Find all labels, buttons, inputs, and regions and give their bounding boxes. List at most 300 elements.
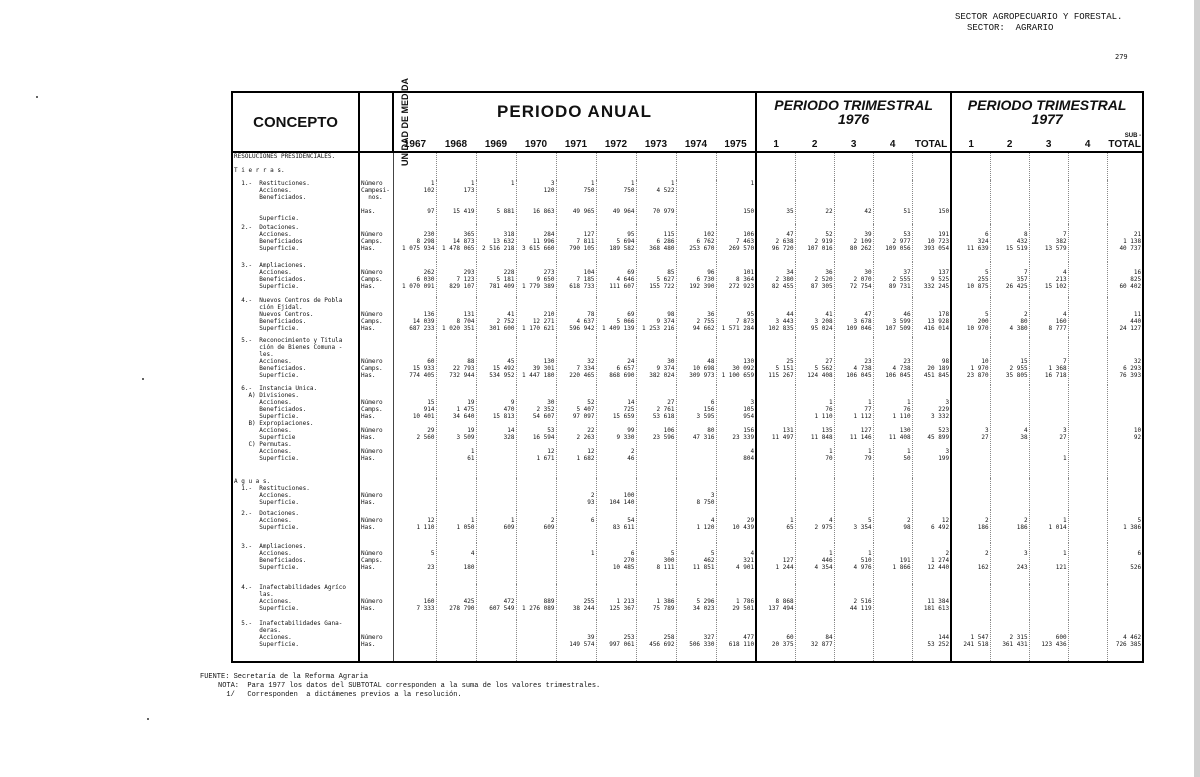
value-cell: 42 bbox=[834, 180, 873, 224]
value-cell bbox=[1068, 337, 1107, 385]
value-cell bbox=[990, 152, 1029, 180]
table-row bbox=[232, 297, 1143, 337]
value-cell: 24 6 657 868 690 bbox=[596, 337, 636, 385]
scan-speck bbox=[142, 378, 144, 380]
q1977-column-header: 4 bbox=[1068, 130, 1107, 152]
value-cell: 425 278 790 bbox=[436, 584, 476, 620]
value-cell bbox=[716, 152, 756, 180]
value-cell bbox=[1107, 152, 1143, 180]
value-cell bbox=[636, 510, 676, 544]
value-cell bbox=[436, 152, 476, 180]
value-cell: 16 825 60 402 bbox=[1119, 269, 1142, 291]
value-cell bbox=[834, 620, 873, 662]
year-column-header: 1974 bbox=[676, 130, 716, 152]
unit-cell: Número Camps. Has. Número Has. Número Has. bbox=[359, 385, 393, 478]
value-cell: 48 10 698 309 973 bbox=[676, 337, 716, 385]
value-cell: 52 5 407 97 097 22 2 263 12 1 682 bbox=[556, 385, 596, 478]
q1976-column-header: TOTAL bbox=[912, 130, 951, 152]
value-cell: 6 324 11 639 bbox=[951, 224, 990, 262]
value-cell bbox=[1107, 180, 1143, 224]
value-cell: 4 321 4 901 bbox=[716, 543, 756, 583]
value-cell: 10 1 970 23 870 bbox=[951, 337, 990, 385]
value-cell bbox=[1029, 478, 1068, 510]
table-row bbox=[232, 543, 1143, 583]
q1976-column-header: 3 bbox=[834, 130, 873, 152]
value-cell: 29 10 439 bbox=[716, 510, 756, 544]
value-cell: 160 7 333 bbox=[393, 584, 436, 620]
value-cell: 1 510 4 976 bbox=[834, 543, 873, 583]
value-cell: 273 9 650 1 779 389 bbox=[516, 262, 556, 297]
value-cell: 7 1 368 16 718 bbox=[1029, 337, 1068, 385]
value-cell bbox=[795, 152, 834, 180]
value-cell: 60 15 933 774 405 bbox=[393, 337, 436, 385]
year-column-header: 1973 bbox=[636, 130, 676, 152]
value-cell: 35 bbox=[756, 180, 795, 224]
concept-cell: 4.- Nuevos Centros de Pobla ción Ejidal. Nuevos Centros. Beneficiados. Superficie. bbox=[232, 297, 359, 337]
value-cell: 131 11 497 bbox=[756, 385, 795, 478]
value-cell: 262 6 030 1 070 091 bbox=[393, 262, 436, 297]
trimestral-1977-title: PERIODO TRIMESTRAL bbox=[967, 96, 1127, 113]
value-cell: 1 750 49 965 bbox=[556, 180, 596, 224]
concept-cell: 4.- Inafectabilidades Agríco las. Acciones. Superficie. bbox=[232, 584, 359, 620]
value-cell bbox=[834, 478, 873, 510]
value-cell bbox=[516, 152, 556, 180]
value-cell: 21 1 138 40 737 bbox=[1119, 230, 1142, 252]
subtotal-column-header bbox=[1107, 130, 1143, 152]
value-cell: 23 4 738 106 045 bbox=[834, 337, 873, 385]
sector-heading bbox=[955, 12, 1122, 34]
value-cell: 5 296 34 023 bbox=[676, 584, 716, 620]
value-cell: 6 bbox=[556, 510, 596, 544]
value-cell: 88 22 793 732 944 bbox=[436, 337, 476, 385]
value-cell: 19 1 475 34 640 19 3 509 1 61 bbox=[436, 385, 476, 478]
value-cell bbox=[1068, 510, 1107, 544]
value-cell bbox=[951, 152, 990, 180]
value-cell bbox=[476, 543, 516, 583]
trimestral-1976-title: PERIODO TRIMESTRAL bbox=[774, 96, 933, 113]
q1976-column-header: 4 bbox=[873, 130, 912, 152]
source-note: FUENTE: Secretaría de la Reforma Agraria bbox=[200, 673, 369, 681]
value-cell: 45 15 492 534 952 bbox=[476, 337, 516, 385]
unit-cell: Número Has. bbox=[359, 478, 393, 510]
value-cell: 1 150 bbox=[716, 180, 756, 224]
unit-cell: Número Has. bbox=[359, 620, 393, 662]
value-cell bbox=[636, 152, 676, 180]
value-cell: 5 200 10 970 bbox=[951, 297, 990, 337]
concept-cell: 1.- Restituciones. Acciones. Beneficiados. Superficie. bbox=[232, 180, 359, 224]
value-cell: 3 120 16 863 bbox=[516, 180, 556, 224]
value-cell: 1 121 bbox=[1029, 543, 1068, 583]
value-cell: 10 92 bbox=[1133, 426, 1142, 441]
trimestral-1977-header bbox=[951, 92, 1143, 130]
value-cell bbox=[436, 478, 476, 510]
value-cell bbox=[596, 152, 636, 180]
value-cell: 3 105 954 156 23 339 4 804 bbox=[716, 385, 756, 478]
value-cell: 12 6 492 bbox=[912, 510, 951, 544]
value-cell bbox=[1068, 180, 1107, 224]
value-cell: 1 77 1 112 127 11 146 1 79 bbox=[834, 385, 873, 478]
value-cell: 5 300 8 111 bbox=[636, 543, 676, 583]
table-row bbox=[232, 224, 1143, 262]
value-cell bbox=[1068, 620, 1107, 662]
value-cell: 1 bbox=[556, 543, 596, 583]
value-cell bbox=[1068, 584, 1107, 620]
value-cell bbox=[873, 620, 912, 662]
value-cell: 477 618 110 bbox=[716, 620, 756, 662]
value-cell: 2 186 bbox=[990, 510, 1029, 544]
value-cell: 1 786 29 501 bbox=[716, 584, 756, 620]
value-cell: 131 8 704 1 020 351 bbox=[436, 297, 476, 337]
value-cell bbox=[1107, 478, 1143, 510]
value-cell: 2 516 44 119 bbox=[834, 584, 873, 620]
value-cell: 6 270 10 485 bbox=[596, 543, 636, 583]
table-row bbox=[232, 620, 1143, 662]
value-cell bbox=[516, 543, 556, 583]
value-cell: 23 4 738 106 045 bbox=[873, 337, 912, 385]
value-cell: 210 12 271 1 170 621 bbox=[516, 297, 556, 337]
value-cell: 1 547 241 518 bbox=[951, 620, 990, 662]
table-row bbox=[232, 180, 1143, 224]
value-cell: 47 3 678 109 046 bbox=[834, 297, 873, 337]
value-cell: 1 76 1 110 135 11 848 1 70 bbox=[795, 385, 834, 478]
value-cell: 258 456 692 bbox=[636, 620, 676, 662]
value-cell: 127 1 244 bbox=[756, 543, 795, 583]
year-column-header: 1975 bbox=[716, 130, 756, 152]
year-column-header: 1969 bbox=[476, 130, 516, 152]
value-cell: 230 8 298 1 075 934 bbox=[393, 224, 436, 262]
value-cell: 85 5 627 155 722 bbox=[636, 262, 676, 297]
annual-period-header: PERIODO ANUAL bbox=[497, 101, 653, 121]
value-cell: 130 39 301 1 447 180 bbox=[516, 337, 556, 385]
value-cell bbox=[1029, 152, 1068, 180]
scan-speck bbox=[36, 96, 38, 98]
value-cell: 15 914 10 401 29 2 560 bbox=[393, 385, 436, 478]
value-cell: 1 1 050 bbox=[436, 510, 476, 544]
concept-cell: 5.- Inafectabilidades Gana- deras. Acciones. Superficie. bbox=[232, 620, 359, 662]
value-cell: 1 65 bbox=[756, 510, 795, 544]
value-cell: 27 5 562 124 408 bbox=[795, 337, 834, 385]
concept-cell: 5.- Reconocimiento y Titula ción de Bienes Comuna - les. Acciones. Beneficiados. Superficie. bbox=[232, 337, 359, 385]
value-cell: 3 229 3 332 523 45 899 3 199 bbox=[912, 385, 951, 478]
value-cell: 178 13 928 416 014 bbox=[912, 297, 951, 337]
unit-cell: Número Has. bbox=[359, 510, 393, 544]
value-cell bbox=[1068, 478, 1107, 510]
value-cell: 32 7 334 220 465 bbox=[556, 337, 596, 385]
footnote-1: 1/ Corresponden a dictámenes previos a la resolución. bbox=[218, 691, 462, 699]
unit-cell: Número Camps. Has. bbox=[359, 262, 393, 297]
value-cell: 4 160 8 777 bbox=[1029, 297, 1068, 337]
value-cell bbox=[516, 620, 556, 662]
year-column-header: 1972 bbox=[596, 130, 636, 152]
value-cell bbox=[1029, 584, 1068, 620]
q1976-column-header: 2 bbox=[795, 130, 834, 152]
table-row bbox=[232, 584, 1143, 620]
value-cell bbox=[795, 584, 834, 620]
value-cell: 102 6 762 253 670 bbox=[676, 224, 716, 262]
value-cell: 30 2 352 54 607 53 16 594 12 1 671 bbox=[516, 385, 556, 478]
value-cell: 191 10 723 393 054 bbox=[912, 224, 951, 262]
value-cell: 228 5 181 781 409 bbox=[476, 262, 516, 297]
value-cell: 255 38 244 bbox=[556, 584, 596, 620]
q1976-column-header: 1 bbox=[756, 130, 795, 152]
value-cell: 5 462 11 851 bbox=[676, 543, 716, 583]
unit-header-text: UNIDAD DE MEDIDA bbox=[400, 77, 411, 167]
value-cell: 52 2 919 107 016 bbox=[795, 224, 834, 262]
value-cell: 3 27 1 bbox=[1029, 385, 1068, 478]
value-cell: 1 750 49 964 bbox=[596, 180, 636, 224]
unit-cell: Número Campesi- nos. Has. bbox=[359, 180, 393, 224]
concept-header: CONCEPTO bbox=[232, 92, 359, 152]
value-cell: 98 9 374 1 253 216 bbox=[636, 297, 676, 337]
value-cell: 36 2 755 94 662 bbox=[676, 297, 716, 337]
value-cell: 30 2 070 72 754 bbox=[834, 262, 873, 297]
trimestral-1976-header bbox=[756, 92, 951, 130]
value-cell: 284 11 996 3 615 660 bbox=[516, 224, 556, 262]
unit-cell bbox=[359, 152, 393, 180]
value-cell: 2 80 4 380 bbox=[990, 297, 1029, 337]
value-cell: 327 506 330 bbox=[676, 620, 716, 662]
value-cell bbox=[795, 478, 834, 510]
value-cell: 2 1 274 12 440 bbox=[912, 543, 951, 583]
value-cell: 39 149 574 bbox=[556, 620, 596, 662]
value-cell: 127 7 811 790 105 bbox=[556, 224, 596, 262]
concept-cell: 2.- Dotaciones. Acciones. Superficie. bbox=[232, 510, 359, 544]
value-cell: 32 6 293 76 393 bbox=[1119, 358, 1142, 380]
value-cell: 69 5 066 1 409 139 bbox=[596, 297, 636, 337]
value-cell: 7 382 13 579 bbox=[1029, 224, 1068, 262]
value-cell: 6 156 3 595 80 47 316 bbox=[676, 385, 716, 478]
value-cell: 14 725 15 659 99 9 330 2 46 bbox=[596, 385, 636, 478]
value-cell: 2 98 bbox=[873, 510, 912, 544]
value-cell: 2 162 bbox=[951, 543, 990, 583]
value-cell bbox=[1068, 152, 1107, 180]
q1977-column-header: 1 bbox=[951, 130, 990, 152]
unit-header bbox=[359, 77, 411, 167]
general-note: NOTA: Para 1977 los datos del SUBTOTAL corresponden a la suma de los valores trimestrales. bbox=[218, 682, 601, 690]
value-cell bbox=[990, 584, 1029, 620]
value-cell: 4 1 120 bbox=[676, 510, 716, 544]
value-cell: 4 180 bbox=[436, 543, 476, 583]
table-row bbox=[232, 337, 1143, 385]
sector-line-1: SECTOR AGROPECUARIO Y FORESTAL. bbox=[955, 12, 1123, 22]
value-cell: 96 6 730 192 390 bbox=[676, 262, 716, 297]
value-cell: 11 440 24 127 bbox=[1119, 310, 1142, 332]
value-cell bbox=[676, 180, 716, 224]
value-cell: 2 186 bbox=[951, 510, 990, 544]
value-cell: 69 4 646 111 607 bbox=[596, 262, 636, 297]
value-cell bbox=[951, 180, 990, 224]
concept-cell: 2.- Dotaciones. Acciones. Beneficiados Superficie. bbox=[232, 224, 359, 262]
value-cell bbox=[1068, 543, 1107, 583]
value-cell: 41 3 208 95 024 bbox=[795, 297, 834, 337]
value-cell bbox=[636, 478, 676, 510]
value-cell bbox=[393, 620, 436, 662]
value-cell bbox=[1029, 180, 1068, 224]
value-cell: 4 2 975 bbox=[795, 510, 834, 544]
value-cell bbox=[873, 152, 912, 180]
value-cell: 7 357 26 425 bbox=[990, 262, 1029, 297]
value-cell: 3 243 bbox=[990, 543, 1029, 583]
value-cell: 1 173 15 419 bbox=[436, 180, 476, 224]
q1977-column-header: 3 bbox=[1029, 130, 1068, 152]
value-cell: 100 104 140 bbox=[596, 478, 636, 510]
sector-line-2: SECTOR: AGRARIO bbox=[967, 23, 1054, 33]
value-cell: 144 53 252 bbox=[912, 620, 951, 662]
q1977-column-header: 2 bbox=[990, 130, 1029, 152]
year-column-header: 1970 bbox=[516, 130, 556, 152]
value-cell: 60 20 375 bbox=[756, 620, 795, 662]
table-row bbox=[232, 478, 1143, 510]
value-cell: 104 7 185 618 733 bbox=[556, 262, 596, 297]
value-cell: 191 1 866 bbox=[873, 543, 912, 583]
value-cell bbox=[476, 478, 516, 510]
unit-cell: Número Has. bbox=[359, 584, 393, 620]
value-cell: 889 1 276 089 bbox=[516, 584, 556, 620]
unit-cell: Número Camps. Has. bbox=[359, 337, 393, 385]
value-cell: 5 23 bbox=[393, 543, 436, 583]
year-column-header: 1968 bbox=[436, 130, 476, 152]
value-cell: 600 123 436 bbox=[1029, 620, 1068, 662]
value-cell: 2 315 361 431 bbox=[990, 620, 1029, 662]
trimestral-1977-year: 1977 bbox=[1031, 110, 1063, 127]
value-cell: 1 386 75 789 bbox=[636, 584, 676, 620]
table-row bbox=[232, 385, 1143, 478]
value-cell bbox=[990, 478, 1029, 510]
scan-speck bbox=[147, 718, 149, 720]
concept-cell: A g u a s. 1.- Restituciones. Acciones. Superficie. bbox=[232, 478, 359, 510]
value-cell: 84 32 877 bbox=[795, 620, 834, 662]
table-row bbox=[232, 262, 1143, 297]
value-cell: 36 2 520 87 305 bbox=[795, 262, 834, 297]
value-cell: 8 432 15 519 bbox=[990, 224, 1029, 262]
unit-cell: Número Camps. Has. bbox=[359, 543, 393, 583]
value-cell: 3 8 750 bbox=[676, 478, 716, 510]
year-column-header: 1971 bbox=[556, 130, 596, 152]
value-cell: 1 1 014 bbox=[1029, 510, 1068, 544]
total-label: TOTAL bbox=[1108, 139, 1141, 150]
value-cell: 2 93 bbox=[556, 478, 596, 510]
value-cell bbox=[756, 478, 795, 510]
value-cell: 78 4 637 596 942 bbox=[556, 297, 596, 337]
value-cell: 27 2 761 53 618 106 23 596 bbox=[636, 385, 676, 478]
value-cell bbox=[990, 180, 1029, 224]
concept-cell: RESOLUCIONES PRESIDENCIALES. T i e r r a s. bbox=[232, 152, 359, 180]
subtotal-label: SUB - bbox=[1124, 133, 1142, 139]
table-row bbox=[232, 510, 1143, 544]
value-cell: 137 9 525 332 245 bbox=[912, 262, 951, 297]
value-cell: 101 8 364 272 923 bbox=[716, 262, 756, 297]
statistics-table bbox=[231, 77, 1144, 663]
value-cell: 253 997 061 bbox=[596, 620, 636, 662]
value-cell bbox=[1107, 584, 1143, 620]
value-cell: 1 5 881 bbox=[476, 180, 516, 224]
value-cell: 5 255 10 875 bbox=[951, 262, 990, 297]
value-cell: 4 462 726 385 bbox=[1115, 633, 1142, 648]
value-cell bbox=[951, 478, 990, 510]
scan-edge bbox=[1194, 0, 1200, 777]
value-cell: 106 7 463 269 570 bbox=[716, 224, 756, 262]
value-cell: 15 2 955 35 805 bbox=[990, 337, 1029, 385]
value-cell bbox=[756, 152, 795, 180]
value-cell: 34 2 380 82 455 bbox=[756, 262, 795, 297]
value-cell: 136 14 039 687 233 bbox=[393, 297, 436, 337]
value-cell: 5 1 386 bbox=[1123, 516, 1142, 531]
table-row bbox=[232, 152, 1143, 180]
value-cell: 1 76 1 110 130 11 408 1 50 bbox=[873, 385, 912, 478]
value-cell bbox=[834, 152, 873, 180]
value-cell: 318 13 632 2 516 218 bbox=[476, 224, 516, 262]
value-cell: 1 609 bbox=[476, 510, 516, 544]
trimestral-1976-year: 1976 bbox=[838, 110, 870, 127]
value-cell: 1 102 97 bbox=[393, 180, 436, 224]
unit-cell: Número Camps. Has. bbox=[359, 297, 393, 337]
year-column-header: 1967 bbox=[393, 130, 436, 152]
value-cell: 1 213 125 367 bbox=[596, 584, 636, 620]
page-number: 279 bbox=[1115, 53, 1128, 61]
value-cell bbox=[873, 478, 912, 510]
value-cell: 3 27 bbox=[951, 385, 990, 478]
value-cell bbox=[476, 620, 516, 662]
concept-cell: 6.- Instancia Unica. A) Divisiones. Acciones. Beneficiados. Superficie. B) Expropiaciones. Acciones. Superficie C) Permutas. Acciones. Superficie. bbox=[232, 385, 359, 478]
value-cell: 95 5 694 189 582 bbox=[596, 224, 636, 262]
value-cell: 472 607 549 bbox=[476, 584, 516, 620]
value-cell bbox=[1068, 224, 1107, 262]
value-cell bbox=[676, 152, 716, 180]
value-cell: 47 2 638 96 720 bbox=[756, 224, 795, 262]
value-cell: 51 bbox=[873, 180, 912, 224]
footer-notes bbox=[200, 673, 600, 700]
value-cell: 53 2 977 109 056 bbox=[873, 224, 912, 262]
value-cell: 9 470 15 813 14 328 bbox=[476, 385, 516, 478]
value-cell: 39 2 109 80 262 bbox=[834, 224, 873, 262]
value-cell: 115 6 286 368 480 bbox=[636, 224, 676, 262]
value-cell: 8 868 137 494 bbox=[756, 584, 795, 620]
unit-cell: Número Camps. Has. bbox=[359, 224, 393, 262]
value-cell: 4 38 bbox=[990, 385, 1029, 478]
value-cell: 1 446 4 354 bbox=[795, 543, 834, 583]
value-cell: 37 2 555 89 731 bbox=[873, 262, 912, 297]
value-cell bbox=[912, 152, 951, 180]
value-cell bbox=[393, 478, 436, 510]
value-cell bbox=[476, 152, 516, 180]
value-cell: 25 5 151 115 267 bbox=[756, 337, 795, 385]
value-cell: 46 3 599 107 509 bbox=[873, 297, 912, 337]
value-cell bbox=[1068, 297, 1107, 337]
value-cell bbox=[951, 584, 990, 620]
value-cell: 54 83 611 bbox=[596, 510, 636, 544]
concept-cell: 3.- Ampliaciones. Acciones. Beneficiados. Superficie. bbox=[232, 543, 359, 583]
value-cell: 11 384 181 613 bbox=[912, 584, 951, 620]
value-cell: 44 3 443 102 835 bbox=[756, 297, 795, 337]
value-cell: 12 1 110 bbox=[393, 510, 436, 544]
value-cell: 6 526 bbox=[1130, 550, 1142, 572]
value-cell: 1 4 522 70 979 bbox=[636, 180, 676, 224]
concept-cell: 3.- Ampliaciones. Acciones. Beneficiados. Superficie. bbox=[232, 262, 359, 297]
value-cell: 41 2 752 301 600 bbox=[476, 297, 516, 337]
value-cell: 150 bbox=[912, 180, 951, 224]
value-cell bbox=[436, 620, 476, 662]
value-cell: 4 213 15 102 bbox=[1029, 262, 1068, 297]
value-cell: 293 7 123 829 107 bbox=[436, 262, 476, 297]
value-cell bbox=[1068, 385, 1107, 478]
value-cell: 2 609 bbox=[516, 510, 556, 544]
value-cell bbox=[912, 478, 951, 510]
value-cell bbox=[716, 478, 756, 510]
value-cell bbox=[1068, 262, 1107, 297]
value-cell: 95 7 873 1 571 284 bbox=[716, 297, 756, 337]
value-cell bbox=[556, 152, 596, 180]
value-cell bbox=[516, 478, 556, 510]
